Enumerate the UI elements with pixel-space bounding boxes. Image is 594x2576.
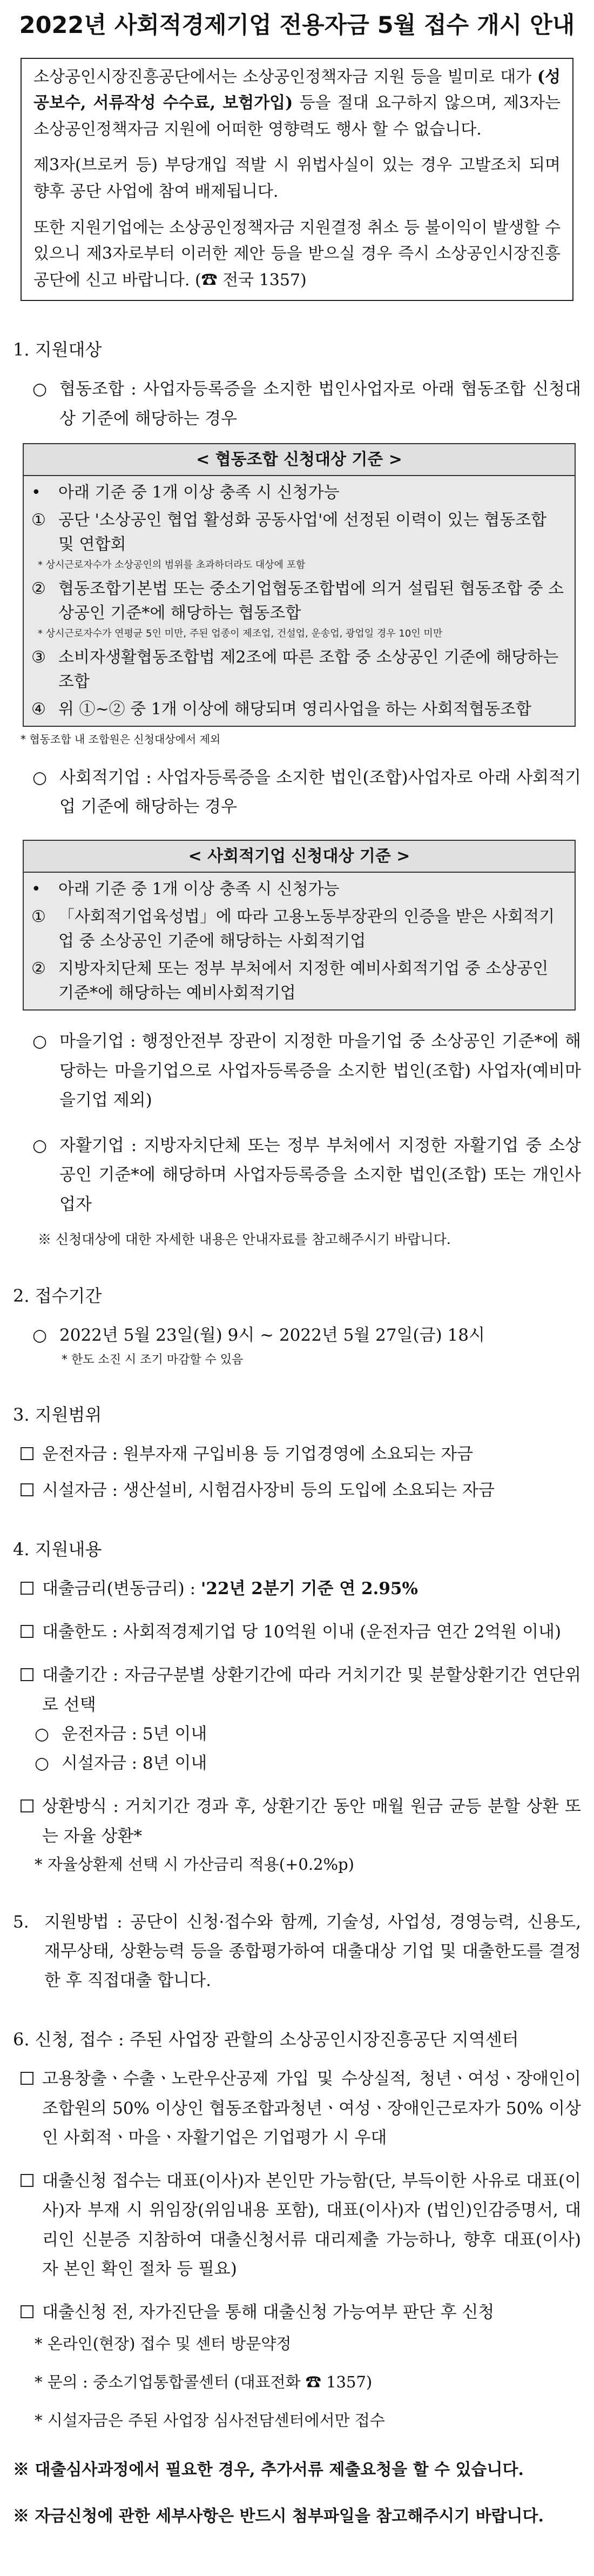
list-item-term-a: ○ 운전자금 : 5년 이내 (35, 1719, 581, 1749)
section-period (13, 1281, 581, 1371)
broker-warning-notice (21, 58, 573, 302)
box-row: ② 지방자치단체 또는 정부 부처에서 지정한 예비사회적기업 중 소상공인 기준*에 해당하는 예비사회적기업 (31, 959, 549, 1003)
circle-bullet-icon: ○ (35, 1724, 50, 1744)
list-item-period: ○ 2022년 5월 23일(월) 9시 ~ 2022년 5월 27일(금) 18시 (32, 1321, 581, 1350)
list-item-social: ○ 사회적기업 : 사업자등록증을 소지한 법인(조합)사업자로 아래 사회적기업 기준에 해당하는 경우 (32, 763, 581, 822)
box-row: ② 협동조합기본법 또는 중소기업협동조합법에 의거 설립된 협동조합 중 소상공인 기준*에 해당하는 협동조합 (31, 579, 564, 623)
circle-bullet-icon: ○ (32, 767, 48, 787)
attachment-note: ※ 자금신청에 관한 세부사항은 반드시 첨부파일을 참고해주시기 바랍니다. (13, 2507, 544, 2526)
page-title: 2022년 사회적경제기업 전용자금 5월 접수 개시 안내 (19, 12, 575, 39)
section-method: 5. 지원방법 : 공단이 신청·접수와 함께, 기술성, 사업성, 경영능력, 신용도, 재무상태, 상환능력 등을 종합평가하여 대출대상 기업 및 대출한도를 결정한 후 직접대출 합니다. (13, 1912, 581, 1991)
box-row: • 아래 기준 중 1개 이상 충족 시 신청가능 (31, 483, 340, 502)
coop-footnote: * 협동조합 내 조합원은 신청대상에서 제외 (21, 732, 221, 746)
box-heading: < 협동조합 신청대상 기준 > (24, 444, 575, 476)
notice-paragraph-2: 제3자(브로커 등) 부당개입 적발 시 위법사실이 있는 경우 고발조치 되며 향후 공단 사업에 참여 배제됩니다. (33, 156, 561, 202)
checkbox-square-icon (21, 2305, 33, 2318)
list-item: 시설자금 : 생산설비, 시험검사장비 등의 도입에 소요되는 자금 (21, 1476, 581, 1505)
checkbox-square-icon (21, 1582, 33, 1595)
circle-bullet-icon: ○ (32, 379, 48, 399)
box-row: ④ 위 ①~② 중 1개 이상에 해당되며 영리사업을 하는 사회적협동조합 (31, 699, 532, 719)
section-title: 6. 신청, 접수 : 주된 사업장 관할의 소상공인시장진흥공단 지역센터 (13, 2029, 519, 2050)
section-title: 1. 지원대상 (13, 339, 102, 360)
section-eligibility (13, 334, 581, 1251)
list-item-coop: ○ 협동조합 : 사업자등록증을 소지한 법인사업자로 아래 협동조합 신청대상 기준에 해당하는 경우 (32, 374, 581, 433)
guide-reference-note: ※ 신청대상에 대한 자세한 내용은 안내자료를 참고해주시기 바랍니다. (38, 1231, 451, 1247)
list-item-term: 대출기간 : 자금구분별 상환기간에 따라 거치기간 및 분할상환기간 연단위로 선택 (21, 1661, 581, 1719)
section-title: 3. 지원범위 (13, 1404, 102, 1426)
box-heading: < 사회적기업 신청대상 기준 > (24, 841, 575, 873)
checkbox-square-icon (21, 2174, 33, 2187)
list-item-rate: 대출금리(변동금리) : '22년 2분기 기준 연 2.95% (21, 1574, 581, 1603)
checkbox-square-icon (21, 1483, 33, 1496)
circle-bullet-icon: ○ (32, 1325, 48, 1345)
notice-paragraph-3: 또한 지원기업에는 소상공인정책자금 지원결정 취소 등 불이익이 발생할 수 있으니 제3자로부터 이러한 제안 등을 받으실 경우 즉시 소상공인시장진흥공단에 신고 바랍니다. (☎ 전국 1357) (33, 218, 561, 290)
list-item-repay: 상환방식 : 거치기간 경과 후, 상환기간 동안 매월 원금 균등 분할 상환 또는 자율 상환* (21, 1792, 581, 1851)
extra-documents-note: ※ 대출심사과정에서 필요한 경우, 추가서류 제출요청을 할 수 있습니다. (13, 2460, 524, 2479)
box-row: ③ 소비자생활협동조합법 제2조에 따른 조합 중 소상공인 기준에 해당하는 조합 (31, 647, 559, 691)
period-note: * 한도 소진 시 조기 마감할 수 있음 (62, 1353, 244, 1367)
repay-note: * 자율상환제 선택 시 가산금리 적용(+0.2%p) (35, 1855, 354, 1874)
list-item: 운전자금 : 원부자재 구입비용 등 기업경영에 소요되는 자금 (21, 1440, 581, 1469)
box-row: • 아래 기준 중 1개 이상 충족 시 신청가능 (31, 880, 340, 899)
checkbox-square-icon (21, 1668, 33, 1681)
checkbox-square-icon (21, 1447, 33, 1460)
box-row: ① 공단 '소상공인 협업 활성화 공동사업'에 선정된 이력이 있는 협동조합 및 연합회 (31, 510, 547, 554)
list-item: 대출신청 접수는 대표(이사)자 본인만 가능함(단, 부득이한 사유로 대표(이사)자 부재 시 위임장(위임내용 포함), 대표(이사)자 (법인)인감증명서, 대리인 신분증 지참하여 대출신청서류 대리제출 가능하나, 향후 대표(이사)자 본인 확인 절차 등 필요) (21, 2166, 581, 2284)
checkbox-square-icon (21, 1625, 33, 1638)
list-item-limit: 대출한도 : 사회적경제기업 당 10억원 이내 (운전자금 연간 2억원 이내) (21, 1617, 581, 1647)
notice-paragraph-1: 소상공인시장진흥공단에서는 소상공인정책자금 지원 등을 빌미로 대가 (성공보수, 서류작성 수수료, 보험가입) 등을 절대 요구하지 않으며, 제3자는 소상공인정책자금 지원에 어떠한 영향력도 행사 할 수 없습니다. (33, 67, 561, 139)
list-item-village: ○ 마을기업 : 행정안전부 장관이 지정한 마을기업 중 소상공인 기준*에 해당하는 마을기업으로 사업자등록증을 소지한 법인(조합) 사업자(예비마을기업 제외) (32, 1027, 581, 1115)
coop-criteria-box (23, 443, 576, 727)
box-footnote: * 상시근로자수가 연평균 5인 미만, 주된 업종이 제조업, 건설업, 운송업, 광업일 경우 10인 미만 (38, 627, 443, 639)
list-item: 대출신청 전, 자가진단을 통해 대출신청 가능여부 판단 후 신청 (21, 2298, 581, 2327)
section-details (13, 1534, 581, 1878)
list-item: 고용창출ㆍ수출ㆍ노란우산공제 가입 및 수상실적, 청년ㆍ여성ㆍ장애인이 조합원의 50% 이상인 협동조합과청년ㆍ여성ㆍ장애인근로자가 50% 이상인 사회적ㆍ마을ㆍ자활기업은 기업평가 시 우대 (21, 2064, 581, 2152)
contact-note: * 문의 : 중소기업통합콜센터 (대표전화 ☎ 1357) (35, 2373, 373, 2392)
social-criteria-box (23, 840, 576, 1011)
list-item-term-b: ○ 시설자금 : 8년 이내 (35, 1749, 581, 1778)
section-title: 4. 지원내용 (13, 1538, 102, 1560)
circle-bullet-icon: ○ (32, 1136, 48, 1156)
checkbox-square-icon (21, 1799, 33, 1812)
circle-bullet-icon: ○ (35, 1754, 50, 1774)
section-scope (13, 1400, 581, 1505)
facility-note: * 시설자금은 주된 사업장 심사전담센터에서만 접수 (35, 2411, 385, 2430)
section-title: 2. 접수기간 (13, 1285, 102, 1306)
list-item-selfsupport: ○ 자활기업 : 지방자치단체 또는 정부 부처에서 지정한 자활기업 중 소상공인 기준*에 해당하며 사업자등록증을 소지한 법인(조합) 또는 개인사업자 (32, 1131, 581, 1219)
box-footnote: * 상시근로자수가 소상공인의 범위를 초과하더라도 대상에 포함 (38, 559, 306, 571)
application-note: * 온라인(현장) 접수 및 센터 방문약정 (35, 2334, 292, 2353)
checkbox-square-icon (21, 2072, 33, 2085)
notice-bold-fees: (성공보수, 서류작성 수수료, 보험가입) (33, 67, 561, 113)
circle-bullet-icon: ○ (32, 1032, 48, 1052)
box-row: ① 「사회적기업육성법」에 따라 고용노동부장관의 인증을 받은 사회적기업 중 소상공인 기준에 해당하는 사회적기업 (31, 907, 555, 951)
section-application (13, 2024, 581, 2434)
interest-rate: '22년 2분기 기준 연 2.95% (200, 1578, 418, 1598)
